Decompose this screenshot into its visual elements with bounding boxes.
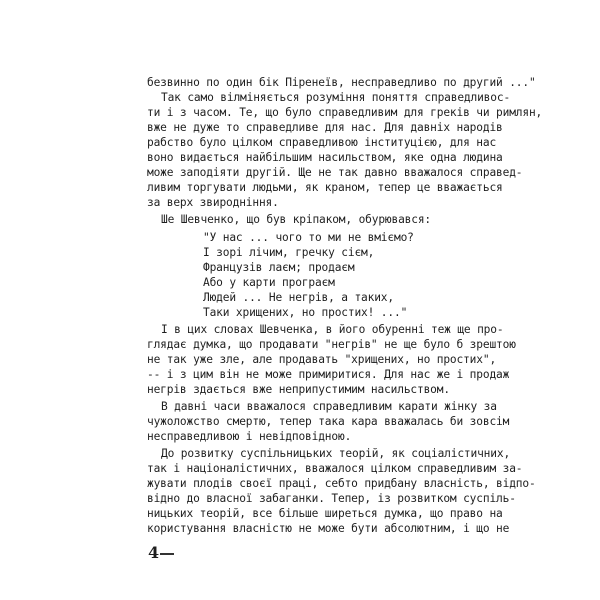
text-line: глядає думка, що продавати "негрів" не ще було б зрештою [147,338,516,351]
text-line: несправедливою і невідповідною. [147,430,352,443]
text-line: -- і з цим він не може примиритися. Для нас же і продаж [147,368,510,381]
text-line: ливим торгувати людьми, як краном, тепер це вважається [147,181,503,194]
page-number: 4 [148,543,160,562]
text-line: воно видається найбільшим насильством, яке одна людина [147,151,503,164]
text-line: не так уже зле, але продавать "хрищених, но простих", [147,353,497,366]
text-line: В давні часи вважалося справедливим карати жінку за [161,400,497,413]
text-line: відно до власної забаганки. Тепер, із розвитком суспіль- [147,492,516,505]
text-line: негрів здається вже неприпустимим насильством. [147,383,450,396]
text-line: ти і з часом. Те, що було справедливим для греків чи римлян, [147,106,543,119]
text-line: До розвитку суспільницьких теорій, як соціалістичних, [161,447,511,460]
verse-line: Людей ... Не негрів, а таких, [203,291,394,304]
text-line: рабство було цілком справедливою інституцією, для нас [147,136,497,149]
verse-line: Таки хрищених, но простих! ..." [203,306,408,319]
text-line: безвинно по один бік Піренеїв, несправедливо по другий ..." [147,76,536,89]
text-line: Ше Шевченко, що був кріпаком, обурювався: [161,213,432,226]
text-line: може заподіяти другій. Ще не так давно вважалося справед- [147,166,523,179]
text-line: жувати плодів своєї праці, себто придбану власність, відпо- [147,477,536,490]
verse-line: "У нас ... чого то ми не вміємо? [203,231,414,244]
text-line: користування власністю не може бути абсолютним, і що не [147,522,510,535]
page-number-mark [160,553,174,555]
verse-line: І зорі лічим, гречку сієм, [203,246,375,259]
text-line: за верх звиродніння. [147,196,279,209]
verse-line: Французів лаєм; продаєм [203,261,355,274]
text-line: так і націоналістичних, вважалося цілком справедливим за- [147,462,523,475]
text-line: І в цих словах Шевченка, в його обуренні теж ще про- [161,323,504,336]
text-line: ницьких теорій, все більше ширеться думка, що право на [147,507,503,520]
verse-line: Або у карти програєм [203,276,335,289]
text-line: чужоложство смертю, тепер така кара вважалась би зовсім [147,415,510,428]
text-line: вже не дуже то справедливе для нас. Для давніх народів [147,121,503,134]
text-line: Так само вілміняється розуміння поняття справедливос- [161,91,511,104]
